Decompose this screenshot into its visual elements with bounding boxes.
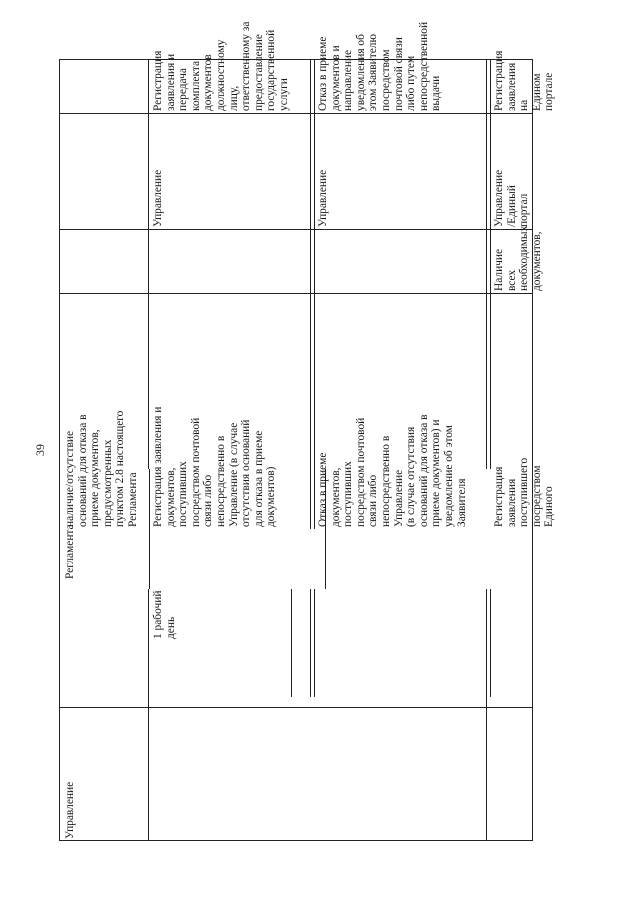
table-cell: Отказ в приеме документов и направление уведомления об этом Заявителю посредством почтовой связи либо путем непосредственной выдачи [317,21,443,111]
table-cell: Отказ в приеме документов, поступивших посредством почтовой связи либо непосредственно в Управление (в случае отсутствия оснований для отказа в приеме документов) и уведомление об этом Заявителя [317,414,468,527]
procedure-table [59,21,556,841]
table-cell: Регистрация заявления и документов, поступивших посредством почтовой связи либо непосредственно в Управление (в случае отсутствия оснований для отказа в приеме документов) [152,406,278,527]
table-cell: Регистрация заявления на Едином портале [493,50,556,111]
table-cell: Регистрация заявления поступившего посредством Единого [493,457,556,527]
table-cell: Управление [152,169,164,227]
table-cell: Регистрация заявления и передача комплекта документов должностному лицу, ответственному за предоставление государственной услуги [152,21,290,111]
table-cell: Наличие всех необходимых документов, [493,225,543,291]
table-cell: 1 рабочий день [152,590,177,639]
table-cell: Регламента [64,524,76,579]
table-cell: Управление [317,169,329,227]
table-cell: Управление [64,781,76,839]
table-cells [59,21,556,841]
table-cell: Управление /Единый портал [493,169,531,227]
table-cell: наличие/отсутствие оснований для отказа в приеме документов, предусмотренных пунктом 2.8 настоящего Регламента [64,410,139,527]
page-number: 39 [33,444,47,456]
